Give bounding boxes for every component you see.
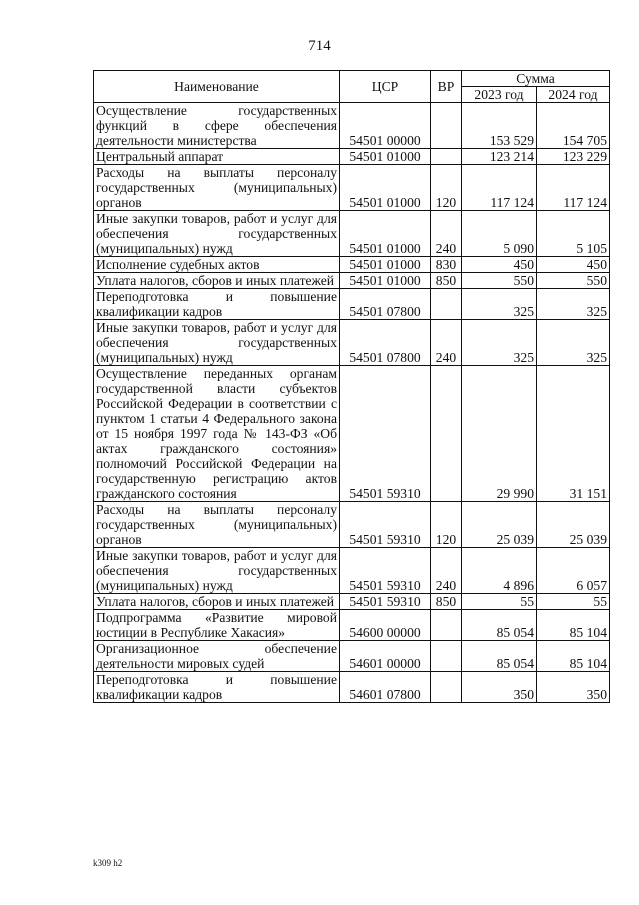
row-vr-cell	[431, 289, 462, 320]
table-row	[94, 165, 610, 211]
row-csr-cell: 54501 07800	[340, 289, 431, 320]
row-sum-2024-cell: 117 124	[537, 165, 610, 211]
row-vr-cell	[431, 149, 462, 165]
table-row	[94, 149, 610, 165]
page-number: 714	[308, 38, 331, 54]
table-row	[94, 366, 610, 502]
row-sum-2023-cell: 5 090	[462, 211, 537, 257]
row-csr-cell: 54501 01000	[340, 211, 431, 257]
row-vr-cell	[431, 672, 462, 703]
row-name-cell: Переподготовка и повышение квалификации кадров	[94, 289, 340, 320]
header-name: Наименование	[94, 71, 340, 103]
header-sum: Сумма	[462, 71, 610, 87]
footer-code: k309 h2	[93, 858, 123, 868]
table-row	[94, 257, 610, 273]
row-vr-cell	[431, 103, 462, 149]
row-vr-cell: 120	[431, 502, 462, 548]
row-sum-2024-cell: 25 039	[537, 502, 610, 548]
row-sum-2023-cell: 153 529	[462, 103, 537, 149]
table-row	[94, 610, 610, 641]
row-sum-2023-cell: 55	[462, 594, 537, 610]
row-csr-cell: 54601 00000	[340, 641, 431, 672]
row-vr-cell: 240	[431, 211, 462, 257]
row-sum-2023-cell: 350	[462, 672, 537, 703]
row-sum-2024-cell: 5 105	[537, 211, 610, 257]
row-vr-cell	[431, 366, 462, 502]
row-sum-2024-cell: 85 104	[537, 641, 610, 672]
row-sum-2023-cell: 4 896	[462, 548, 537, 594]
row-sum-2024-cell: 154 705	[537, 103, 610, 149]
row-csr-cell: 54501 59310	[340, 502, 431, 548]
row-csr-cell: 54501 59310	[340, 366, 431, 502]
row-sum-2023-cell: 450	[462, 257, 537, 273]
table-row	[94, 320, 610, 366]
table-row	[94, 594, 610, 610]
table-row	[94, 548, 610, 594]
row-sum-2023-cell: 25 039	[462, 502, 537, 548]
table-row	[94, 273, 610, 289]
row-vr-cell	[431, 641, 462, 672]
row-name-cell: Осуществление государственных функций в сфере обеспечения деятельности министерства	[94, 103, 340, 149]
row-csr-cell: 54600 00000	[340, 610, 431, 641]
budget-table	[93, 70, 610, 703]
row-csr-cell: 54501 07800	[340, 320, 431, 366]
table-row	[94, 641, 610, 672]
row-sum-2023-cell: 29 990	[462, 366, 537, 502]
table-row	[94, 103, 610, 149]
row-vr-cell: 240	[431, 320, 462, 366]
row-sum-2024-cell: 450	[537, 257, 610, 273]
row-csr-cell: 54501 00000	[340, 103, 431, 149]
row-name-cell: Организационное обеспечение деятельности мировых судей	[94, 641, 340, 672]
row-name-cell: Уплата налогов, сборов и иных платежей	[94, 594, 340, 610]
row-csr-cell: 54501 59310	[340, 548, 431, 594]
row-sum-2023-cell: 123 214	[462, 149, 537, 165]
row-csr-cell: 54501 01000	[340, 149, 431, 165]
row-csr-cell: 54501 01000	[340, 273, 431, 289]
row-sum-2023-cell: 117 124	[462, 165, 537, 211]
row-sum-2024-cell: 123 229	[537, 149, 610, 165]
row-vr-cell: 850	[431, 273, 462, 289]
row-name-cell: Осуществление переданных органам государственной власти субъектов Российской Федерации в соответствии с пунктом 1 статьи 4 Федерального закона от 15 ноября 1997 года № 143-ФЗ «Об актах гражданского состояния» полномочий Российской Федерации на государственную регистрацию актов гражданского состояния	[94, 366, 340, 502]
header-year-2024: 2024 год	[537, 87, 610, 103]
row-vr-cell	[431, 610, 462, 641]
row-name-cell: Расходы на выплаты персоналу государственных (муниципальных) органов	[94, 165, 340, 211]
row-sum-2023-cell: 325	[462, 289, 537, 320]
row-name-cell: Уплата налогов, сборов и иных платежей	[94, 273, 340, 289]
row-name-cell: Подпрограмма «Развитие мировой юстиции в Республике Хакасия»	[94, 610, 340, 641]
row-vr-cell: 830	[431, 257, 462, 273]
row-sum-2023-cell: 550	[462, 273, 537, 289]
row-name-cell: Иные закупки товаров, работ и услуг для обеспечения государственных (муниципальных) нужд	[94, 548, 340, 594]
table-row	[94, 289, 610, 320]
row-vr-cell: 120	[431, 165, 462, 211]
row-sum-2024-cell: 6 057	[537, 548, 610, 594]
row-sum-2023-cell: 85 054	[462, 610, 537, 641]
table-body	[94, 103, 610, 703]
row-sum-2024-cell: 325	[537, 320, 610, 366]
row-csr-cell: 54501 01000	[340, 165, 431, 211]
header-year-2023: 2023 год	[462, 87, 537, 103]
table-row	[94, 672, 610, 703]
table-header	[94, 71, 610, 103]
row-csr-cell: 54501 01000	[340, 257, 431, 273]
table-row	[94, 211, 610, 257]
row-sum-2024-cell: 31 151	[537, 366, 610, 502]
row-csr-cell: 54601 07800	[340, 672, 431, 703]
row-csr-cell: 54501 59310	[340, 594, 431, 610]
row-sum-2024-cell: 85 104	[537, 610, 610, 641]
row-name-cell: Переподготовка и повышение квалификации кадров	[94, 672, 340, 703]
row-name-cell: Расходы на выплаты персоналу государственных (муниципальных) органов	[94, 502, 340, 548]
header-vr: ВР	[431, 71, 462, 103]
row-vr-cell: 850	[431, 594, 462, 610]
row-vr-cell: 240	[431, 548, 462, 594]
row-sum-2023-cell: 85 054	[462, 641, 537, 672]
table-row	[94, 502, 610, 548]
row-name-cell: Иные закупки товаров, работ и услуг для обеспечения государственных (муниципальных) нужд	[94, 320, 340, 366]
row-name-cell: Центральный аппарат	[94, 149, 340, 165]
row-name-cell: Исполнение судебных актов	[94, 257, 340, 273]
header-csr: ЦСР	[340, 71, 431, 103]
row-sum-2024-cell: 550	[537, 273, 610, 289]
row-sum-2024-cell: 325	[537, 289, 610, 320]
row-sum-2023-cell: 325	[462, 320, 537, 366]
row-sum-2024-cell: 55	[537, 594, 610, 610]
row-sum-2024-cell: 350	[537, 672, 610, 703]
row-name-cell: Иные закупки товаров, работ и услуг для обеспечения государственных (муниципальных) нужд	[94, 211, 340, 257]
